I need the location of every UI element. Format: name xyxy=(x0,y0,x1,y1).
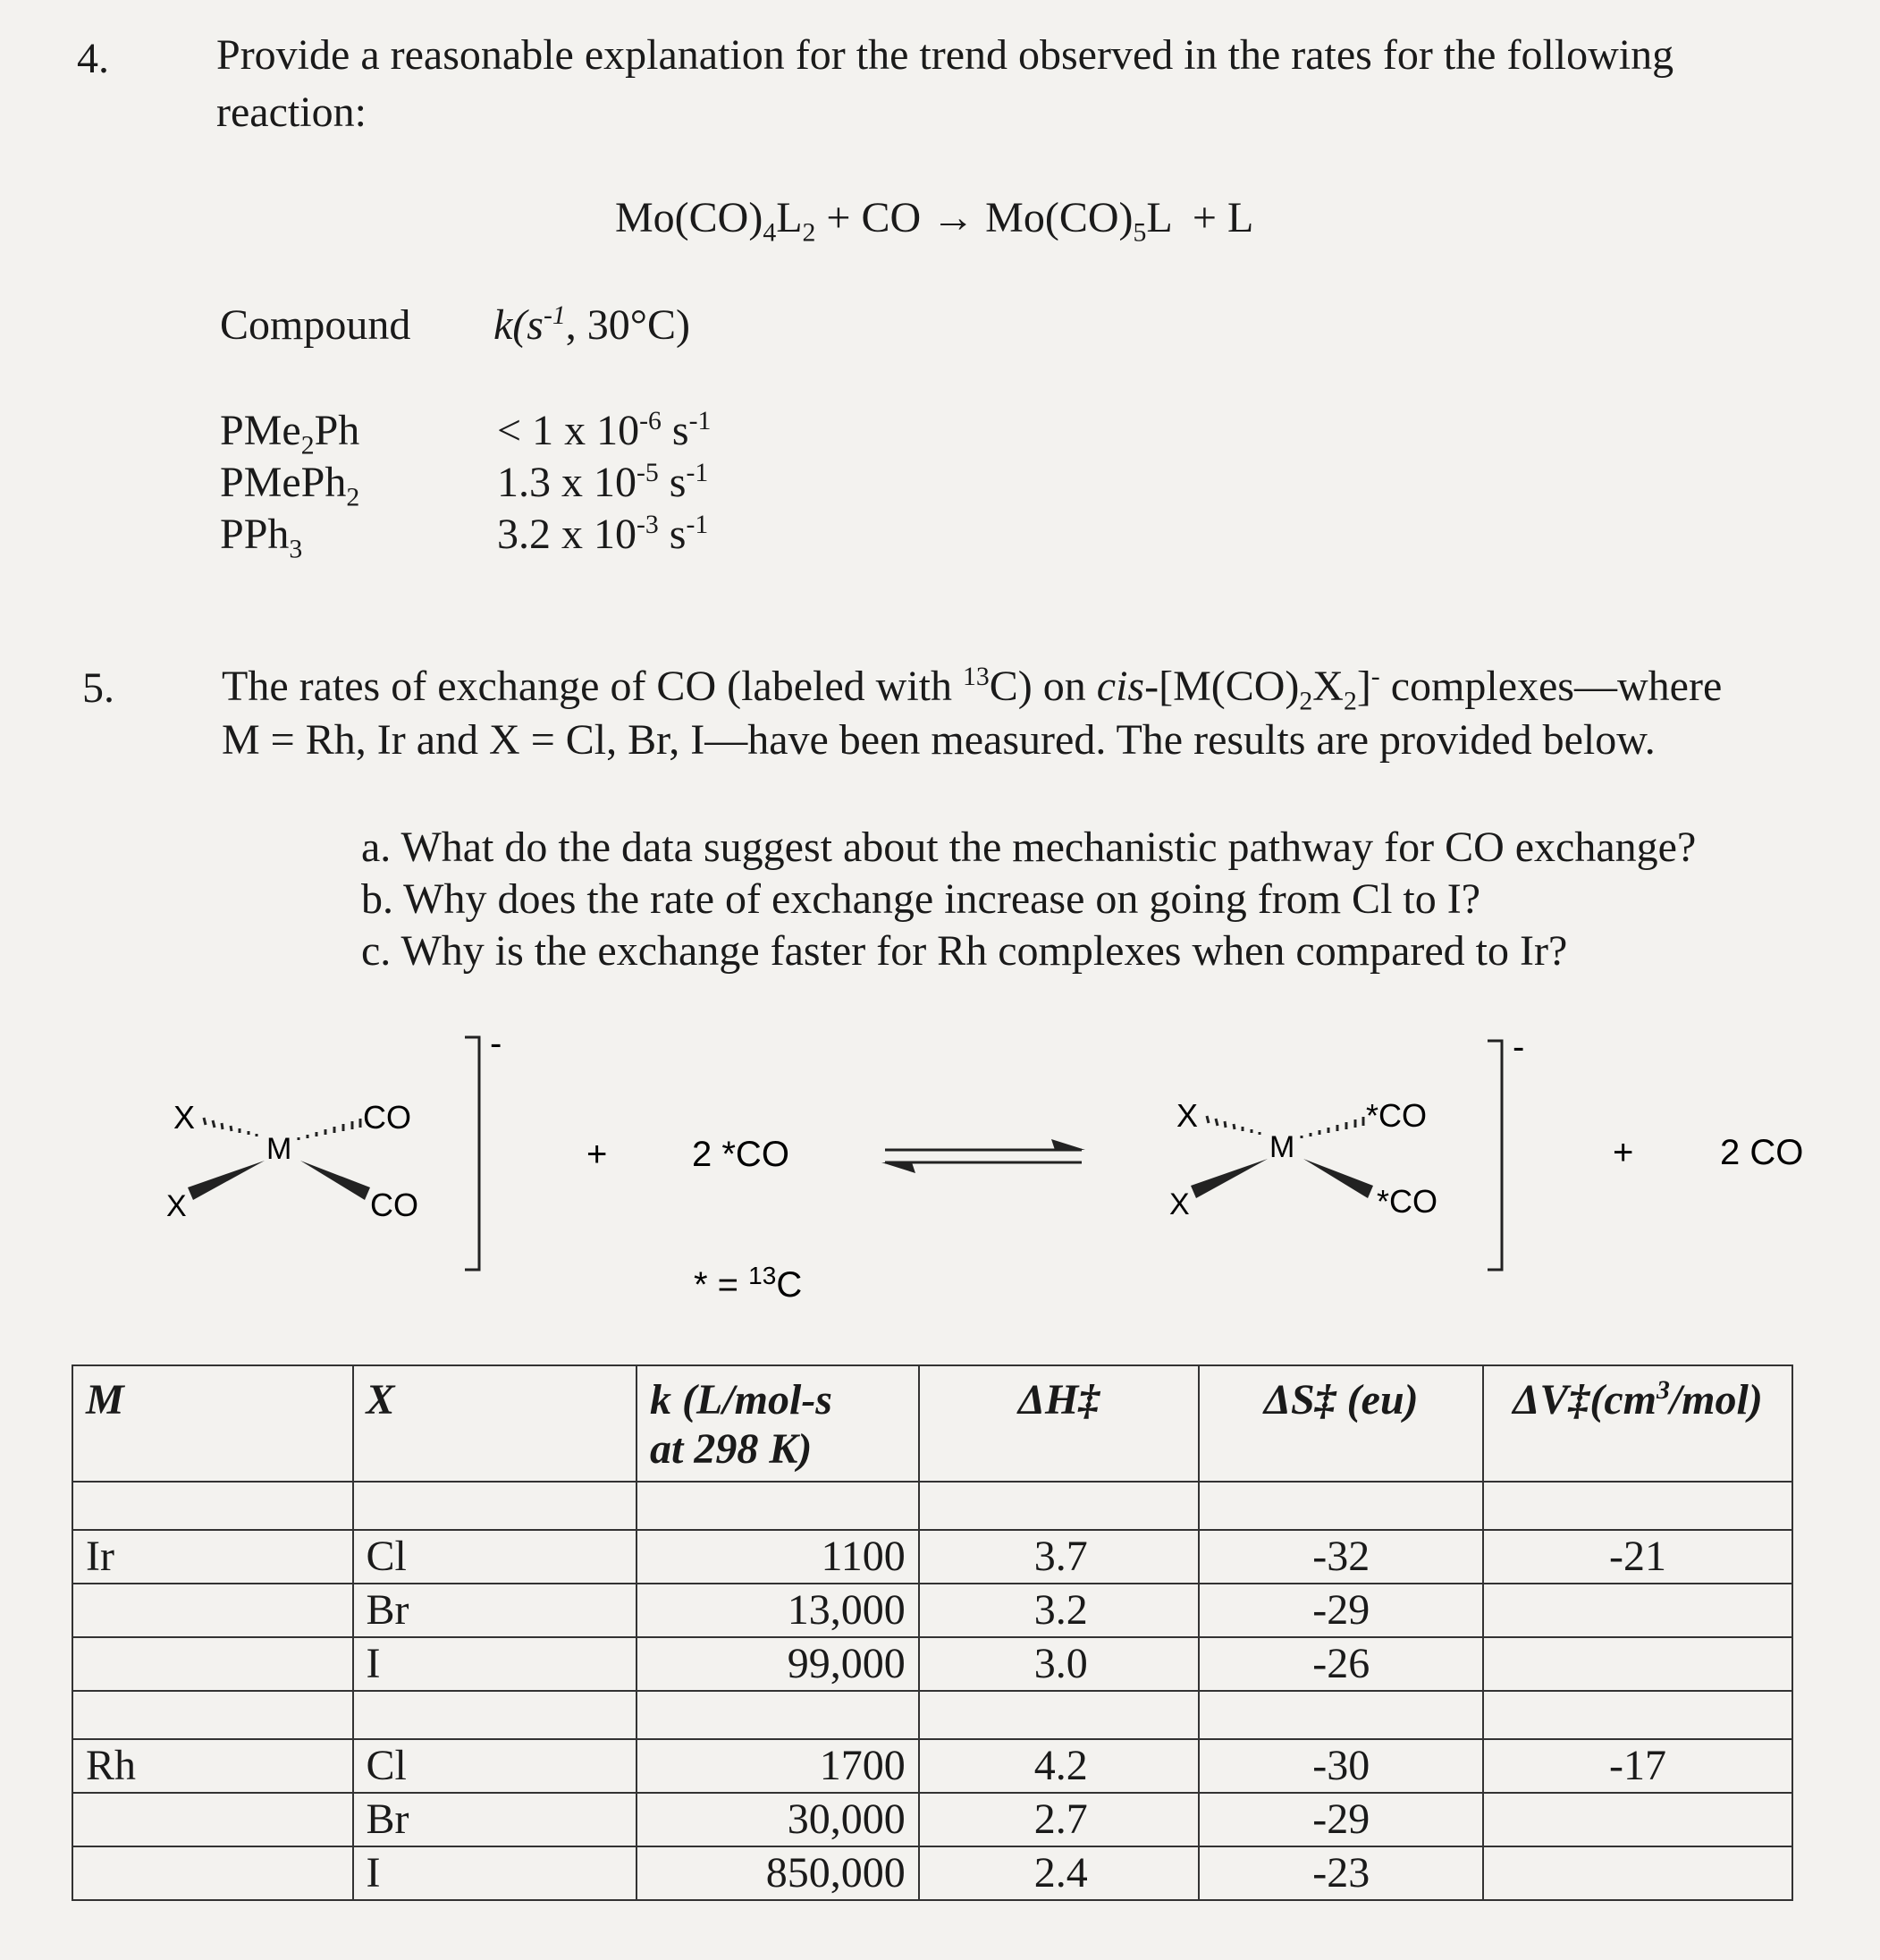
cell-volume xyxy=(1483,1584,1792,1637)
q4-header-compound: Compound xyxy=(220,301,411,349)
cell-entropy: -26 xyxy=(1199,1637,1483,1691)
q5-question-b: b. Why does the rate of exchange increase on going from Cl to I? xyxy=(361,875,1481,923)
cell-rate: 13,000 xyxy=(637,1584,919,1637)
cell-halide: Cl xyxy=(353,1530,637,1584)
cell-volume: -17 xyxy=(1483,1739,1792,1793)
cell-rate: 1100 xyxy=(637,1530,919,1584)
right-wedge-bond-x xyxy=(1191,1159,1268,1198)
right-wedge-bond-co xyxy=(1303,1159,1373,1198)
cell-rate: 99,000 xyxy=(637,1637,919,1691)
right-bracket xyxy=(1488,1041,1502,1270)
cell-enthalpy: 4.2 xyxy=(919,1739,1200,1793)
cell-volume xyxy=(1483,1637,1792,1691)
cell-rate: 850,000 xyxy=(637,1846,919,1900)
q5-question-a: a. What do the data suggest about the mechanistic pathway for CO exchange? xyxy=(361,824,1697,871)
header-halide: X xyxy=(353,1365,637,1482)
cell-halide: Br xyxy=(353,1793,637,1846)
right-co-bottom: *CO xyxy=(1377,1183,1438,1220)
table-row xyxy=(72,1584,1792,1637)
cell-entropy: -29 xyxy=(1199,1793,1483,1846)
cell-enthalpy: 3.2 xyxy=(919,1584,1200,1637)
table-row xyxy=(72,1793,1792,1846)
cell-metal xyxy=(72,1846,353,1900)
q5-text-line1: The rates of exchange of CO (labeled with $^{13}$C) on cis-$[M(CO)_2X_2]^-$ complexes—where xyxy=(222,662,1723,716)
q4-header-rate: $k(s^{-1}$, 30°C) xyxy=(493,300,690,349)
q4-reaction-equation: $Mo(CO)_4L_2$ + CO → $Mo(CO)_5L + L$ xyxy=(615,194,1254,248)
q5-text-line2: M = Rh, Ir and X = Cl, Br, I—have been measured. The results are provided below. xyxy=(222,716,1656,764)
right-x-top: X xyxy=(1176,1097,1199,1134)
cell-halide: Cl xyxy=(353,1739,637,1793)
left-hash-bond-x xyxy=(204,1118,257,1136)
rate-row-1: < 1 x $10^{-6}$ $s^{-1}$ xyxy=(497,406,712,454)
table-spacer-row xyxy=(72,1691,1792,1739)
rate-row-3: 3.2 x $10^{-3}$ $s^{-1}$ xyxy=(497,510,709,558)
cell-enthalpy: 3.7 xyxy=(919,1530,1200,1584)
left-co-top: CO xyxy=(363,1099,411,1136)
table-row xyxy=(72,1739,1792,1793)
table-header-row xyxy=(72,1365,1792,1482)
exchange-data-table xyxy=(72,1364,1793,1901)
cell-metal xyxy=(72,1793,353,1846)
cell-metal xyxy=(72,1584,353,1637)
right-complex xyxy=(1169,1027,1524,1270)
cell-volume xyxy=(1483,1846,1792,1900)
right-co-top: *CO xyxy=(1366,1097,1428,1134)
cell-rate: 1700 xyxy=(637,1739,919,1793)
table-row xyxy=(72,1846,1792,1900)
right-hash-bond-co xyxy=(1302,1117,1363,1138)
header-rate: k (L/mol-s at 298 K) xyxy=(637,1365,919,1482)
cell-halide: Br xyxy=(353,1584,637,1637)
compound-row-3: PPh$_3$ xyxy=(220,511,303,564)
cell-entropy: -29 xyxy=(1199,1584,1483,1637)
left-complex xyxy=(166,1024,502,1270)
cell-enthalpy: 3.0 xyxy=(919,1637,1200,1691)
cell-volume xyxy=(1483,1793,1792,1846)
cell-rate: 30,000 xyxy=(637,1793,919,1846)
cell-metal xyxy=(72,1637,353,1691)
q4-text-line2: reaction: xyxy=(216,89,367,136)
compound-row-2: PMePh$_2$ xyxy=(220,459,360,512)
cell-enthalpy: 2.7 xyxy=(919,1793,1200,1846)
table-row xyxy=(72,1637,1792,1691)
left-metal: M xyxy=(266,1132,292,1166)
reaction-arrow: → xyxy=(932,194,975,241)
header-metal: M xyxy=(72,1365,353,1482)
rate-row-2: 1.3 x $10^{-5}$ $s^{-1}$ xyxy=(497,458,709,506)
scheme-plus-2: + xyxy=(1613,1133,1634,1172)
table-spacer-row xyxy=(72,1482,1792,1530)
q4-text-line1: Provide a reasonable explanation for the trend observed in the rates for the following xyxy=(216,31,1674,79)
cell-volume: -21 xyxy=(1483,1530,1792,1584)
compound-row-1: PMe$_2$Ph xyxy=(220,407,360,460)
left-wedge-bond-x xyxy=(188,1161,265,1200)
cell-entropy: -23 xyxy=(1199,1846,1483,1900)
left-co-bottom: CO xyxy=(370,1187,418,1223)
cell-metal: Rh xyxy=(72,1739,353,1793)
scheme-plus-1: + xyxy=(586,1135,608,1174)
right-charge: - xyxy=(1513,1027,1525,1067)
scheme-product: 2 CO xyxy=(1720,1133,1804,1172)
q4-number: 4. xyxy=(77,35,109,82)
left-bracket xyxy=(465,1037,479,1270)
header-volume: $\Delta V\ddagger(cm^3/mol)$ xyxy=(1483,1365,1792,1482)
header-entropy: ΔS‡ (eu) xyxy=(1199,1365,1483,1482)
scheme-reagent: 2 *CO xyxy=(692,1135,789,1174)
left-x-top: X xyxy=(173,1099,196,1136)
cell-metal: Ir xyxy=(72,1530,353,1584)
table-row xyxy=(72,1530,1792,1584)
left-wedge-bond-co xyxy=(300,1161,370,1200)
cell-enthalpy: 2.4 xyxy=(919,1846,1200,1900)
header-enthalpy: ΔH‡ xyxy=(919,1365,1200,1482)
right-metal: M xyxy=(1269,1130,1295,1164)
q5-number: 5. xyxy=(82,664,114,712)
cell-halide: I xyxy=(353,1637,637,1691)
cell-halide: I xyxy=(353,1846,637,1900)
co-exchange-scheme xyxy=(0,1001,1880,1341)
left-x-bottom: X xyxy=(166,1189,187,1223)
left-charge: - xyxy=(490,1024,502,1063)
left-hash-bond-co xyxy=(299,1119,360,1140)
q5-question-c: c. Why is the exchange faster for Rh complexes when compared to Ir? xyxy=(361,927,1568,975)
right-hash-bond-x xyxy=(1207,1116,1260,1135)
isotope-note: * = $^{13}$C xyxy=(694,1262,803,1305)
right-x-bottom: X xyxy=(1169,1187,1190,1221)
cell-entropy: -30 xyxy=(1199,1739,1483,1793)
equilibrium-arrow xyxy=(881,1139,1085,1173)
cell-entropy: -32 xyxy=(1199,1530,1483,1584)
